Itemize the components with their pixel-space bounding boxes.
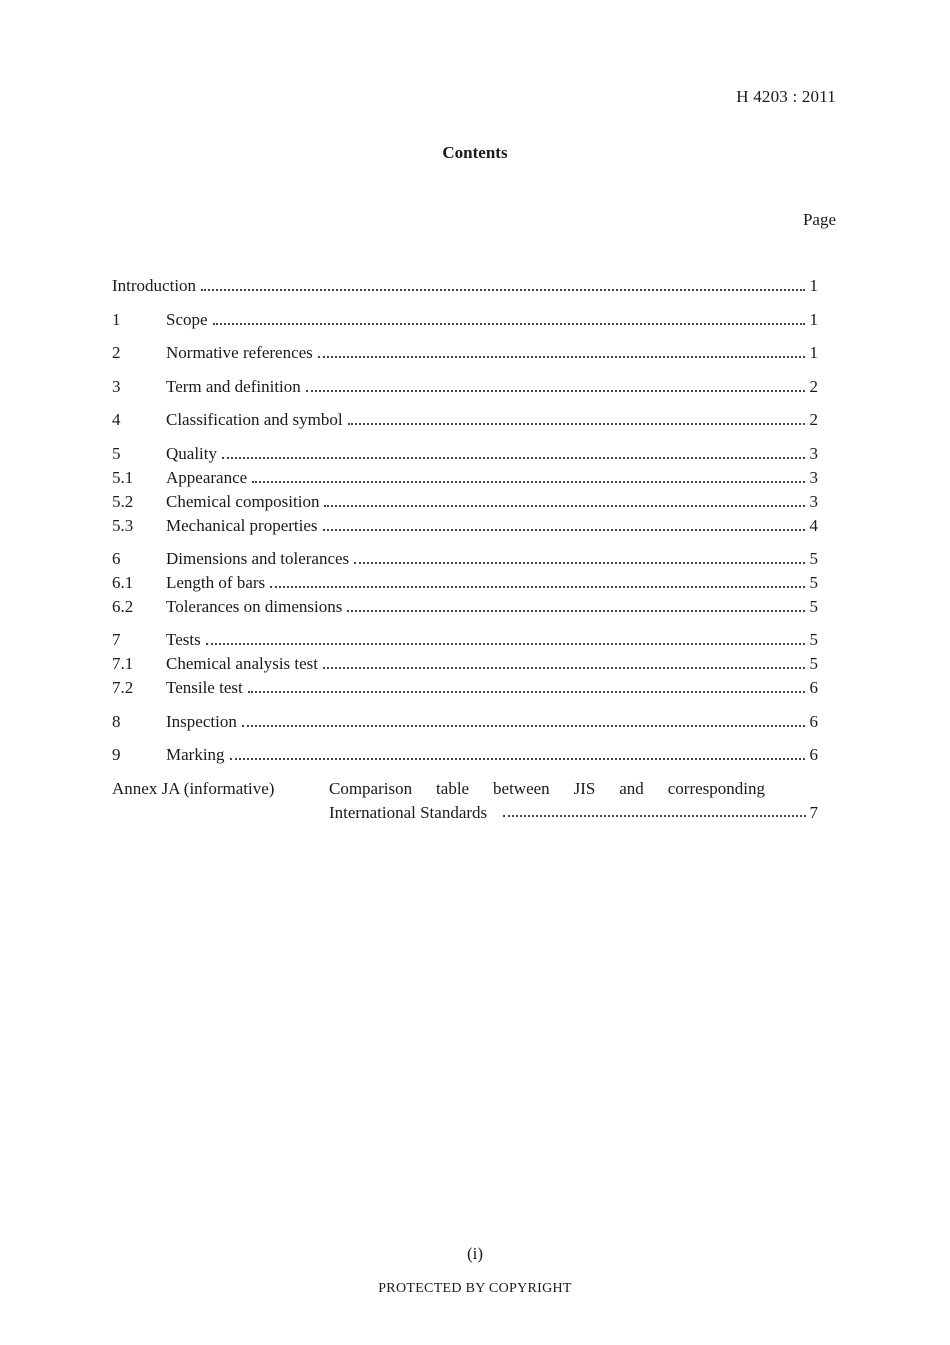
toc-number: 5.3 bbox=[112, 516, 134, 535]
toc-page: 1 bbox=[809, 343, 818, 362]
toc-entry[interactable] bbox=[112, 310, 818, 332]
toc-page: 4 bbox=[809, 516, 818, 535]
toc-page: 1 bbox=[809, 310, 818, 329]
toc-entry[interactable] bbox=[112, 630, 818, 652]
copyright-notice: PROTECTED BY COPYRIGHT bbox=[378, 1281, 572, 1296]
toc-entry[interactable] bbox=[112, 745, 818, 767]
toc-number: 7.1 bbox=[112, 654, 134, 673]
leader-dots bbox=[270, 584, 805, 588]
toc-number: 5.1 bbox=[112, 468, 134, 487]
toc-page: 5 bbox=[809, 654, 818, 673]
toc-title: Dimensions and tolerances bbox=[166, 549, 350, 568]
toc-number: 4 bbox=[112, 410, 121, 429]
toc-page: 3 bbox=[809, 492, 818, 511]
toc-entry[interactable] bbox=[112, 678, 818, 700]
toc-title: Tensile test bbox=[166, 678, 243, 697]
leader-dots bbox=[248, 689, 805, 693]
toc-number: 6.1 bbox=[112, 573, 134, 592]
toc-title: Appearance bbox=[166, 468, 248, 487]
toc-number: 6.2 bbox=[112, 597, 134, 616]
toc-page: 3 bbox=[809, 468, 818, 487]
annex-title-line2: International Standards bbox=[329, 803, 488, 822]
toc-entry[interactable] bbox=[112, 468, 818, 490]
leader-dots bbox=[318, 354, 805, 358]
toc-title: Mechanical properties bbox=[166, 516, 318, 535]
footer-page-number: (i) bbox=[466, 1244, 484, 1263]
toc-title: Term and definition bbox=[166, 377, 301, 396]
toc-number: 3 bbox=[112, 377, 121, 396]
toc-number: 9 bbox=[112, 745, 121, 764]
standard-code: H 4203 : 2011 bbox=[736, 87, 836, 106]
toc-page: 6 bbox=[809, 678, 818, 697]
leader-dots bbox=[206, 641, 805, 645]
toc-entry[interactable] bbox=[112, 343, 818, 365]
toc-number: 2 bbox=[112, 343, 121, 362]
toc-page: 6 bbox=[809, 712, 818, 731]
toc-page: 5 bbox=[809, 630, 818, 649]
toc-number: 7 bbox=[112, 630, 121, 649]
toc-page: 2 bbox=[809, 410, 818, 429]
toc-title: Introduction bbox=[112, 276, 197, 295]
toc-title: Length of bars bbox=[166, 573, 266, 592]
toc-number: 1 bbox=[112, 310, 121, 329]
annex-title-line1: Comparison table between JIS and corresponding bbox=[329, 779, 765, 798]
toc-title: Classification and symbol bbox=[166, 410, 343, 429]
annex-label: Annex JA (informative) bbox=[112, 779, 275, 798]
toc-entry[interactable] bbox=[112, 516, 818, 538]
page-column-label: Page bbox=[802, 210, 836, 229]
toc-title: Quality bbox=[166, 444, 217, 463]
toc-entry[interactable] bbox=[112, 276, 818, 298]
toc-entry[interactable] bbox=[112, 654, 818, 676]
toc-entry[interactable] bbox=[112, 377, 818, 399]
leader-dots bbox=[348, 421, 805, 425]
toc-title: Chemical analysis test bbox=[166, 654, 319, 673]
toc-title: Inspection bbox=[166, 712, 237, 731]
toc-number: 7.2 bbox=[112, 678, 134, 697]
toc-title: Normative references bbox=[166, 343, 313, 362]
toc-page: 2 bbox=[809, 377, 818, 396]
page-title: Contents bbox=[442, 143, 508, 162]
leader-dots bbox=[323, 527, 805, 531]
toc-entry[interactable] bbox=[112, 712, 818, 734]
toc-title: Tolerances on dimensions bbox=[166, 597, 343, 616]
toc-entry[interactable] bbox=[112, 492, 818, 514]
toc-title: Tests bbox=[166, 630, 201, 649]
leader-dots bbox=[323, 665, 805, 669]
toc-number: 5.2 bbox=[112, 492, 134, 511]
toc-page: 6 bbox=[809, 745, 818, 764]
leader-dots bbox=[230, 756, 805, 760]
toc-page: 7 bbox=[809, 803, 818, 822]
toc-title: Chemical composition bbox=[166, 492, 320, 511]
toc-page: 5 bbox=[809, 549, 818, 568]
toc-entry[interactable] bbox=[112, 549, 818, 571]
annex-title-line2-row bbox=[329, 803, 818, 823]
toc-page: 3 bbox=[809, 444, 818, 463]
toc-number: 8 bbox=[112, 712, 121, 731]
toc-page: 5 bbox=[809, 597, 818, 616]
toc-entry[interactable] bbox=[112, 573, 818, 595]
toc-number: 6 bbox=[112, 549, 121, 568]
leader-dots bbox=[306, 388, 805, 392]
leader-dots bbox=[222, 455, 805, 459]
toc-title: Marking bbox=[166, 745, 225, 764]
toc-number: 5 bbox=[112, 444, 121, 463]
leader-dots bbox=[347, 608, 805, 612]
toc-page: 5 bbox=[809, 573, 818, 592]
leader-dots bbox=[213, 321, 805, 325]
leader-dots bbox=[324, 503, 805, 507]
leader-dots bbox=[242, 723, 805, 727]
toc-entry[interactable] bbox=[112, 597, 818, 619]
toc-title: Scope bbox=[166, 310, 208, 329]
toc-entry[interactable] bbox=[112, 444, 818, 466]
leader-dots bbox=[503, 813, 805, 817]
leader-dots bbox=[201, 287, 805, 291]
toc-page: 1 bbox=[809, 276, 818, 295]
leader-dots bbox=[252, 479, 805, 483]
leader-dots bbox=[354, 560, 805, 564]
toc-entry[interactable] bbox=[112, 410, 818, 432]
